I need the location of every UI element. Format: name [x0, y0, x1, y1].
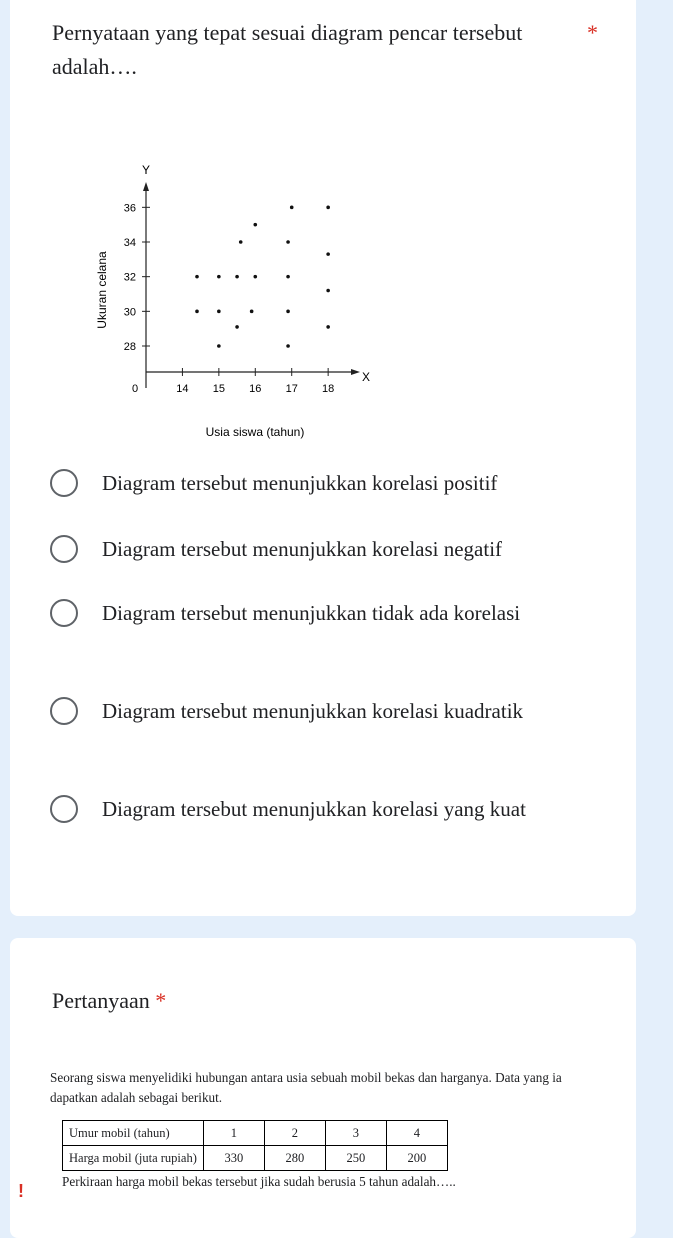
scatter-point: [253, 223, 257, 227]
y-axis-label: Ukuran celana: [95, 251, 109, 329]
data-table: [62, 1120, 448, 1171]
question-2-title-text: Pertanyaan: [52, 988, 150, 1013]
table-cell: 330: [203, 1146, 264, 1171]
scatter-point: [290, 206, 294, 210]
radio-button[interactable]: [50, 535, 78, 563]
scatter-point: [286, 344, 290, 348]
option-label: Diagram tersebut menunjukkan korelasi negatif: [102, 537, 503, 561]
radio-button[interactable]: [50, 795, 78, 823]
scatter-chart: [70, 160, 400, 460]
scatter-point: [250, 310, 254, 314]
y-tick-label: 34: [123, 237, 136, 249]
scatter-point: [195, 310, 199, 314]
scatter-point: [286, 240, 290, 244]
table-cell: 250: [325, 1146, 386, 1171]
y-tick-label: 30: [123, 306, 136, 319]
scatter-point: [286, 275, 290, 279]
x-tick-label: 14: [176, 383, 189, 395]
question-2-paragraph: Seorang siswa menyelidiki hubungan antara usia sebuah mobil bekas dan harganya. Data yang ia dapatkan adalah sebagai berikut.: [50, 1070, 562, 1105]
y-axis-letter: Y: [141, 163, 151, 177]
option-no-correlation[interactable]: [50, 596, 610, 630]
scatter-point: [326, 325, 330, 329]
x-tick-label: 18: [322, 383, 335, 395]
table-cell: 2: [264, 1121, 325, 1146]
scatter-point: [326, 289, 330, 293]
option-label: Diagram tersebut menunjukkan korelasi yang kuat: [102, 797, 526, 821]
scatter-point: [286, 310, 290, 314]
scatter-point: [195, 275, 199, 279]
table-row-label: Harga mobil (juta rupiah): [63, 1146, 204, 1171]
x-tick-label: 15: [212, 383, 225, 395]
radio-button[interactable]: [50, 469, 78, 497]
option-label: Diagram tersebut menunjukkan korelasi kuadratik: [102, 699, 524, 723]
y-tick-label: 36: [123, 202, 136, 215]
scatter-point: [235, 275, 239, 279]
table-row-label: Umur mobil (tahun): [63, 1121, 204, 1146]
option-negative-correlation[interactable]: [50, 532, 610, 566]
question-2-prompt: Perkiraan harga mobil bekas tersebut jika sudah berusia 5 tahun adalah…..: [62, 1174, 456, 1189]
scatter-point: [217, 310, 221, 314]
table-cell: 1: [203, 1121, 264, 1146]
y-axis-arrow: [143, 182, 149, 191]
table-cell: 4: [386, 1121, 447, 1146]
x-tick-label: 17: [285, 383, 298, 395]
x-tick-label: 16: [249, 383, 262, 395]
origin-label: 0: [131, 383, 139, 395]
table-cell: 280: [264, 1146, 325, 1171]
x-axis-arrow: [351, 369, 360, 375]
radio-button[interactable]: [50, 697, 78, 725]
table-cell: 3: [325, 1121, 386, 1146]
table-row: [63, 1121, 448, 1146]
required-asterisk: *: [587, 20, 598, 45]
option-strong-correlation[interactable]: [50, 792, 610, 826]
warning-icon: !: [18, 1181, 24, 1201]
question-card-2: [10, 938, 636, 1238]
y-tick-label: 32: [123, 271, 136, 284]
option-label: Diagram tersebut menunjukkan tidak ada korelasi: [102, 601, 521, 625]
table-row: [63, 1146, 448, 1171]
scatter-point: [235, 325, 239, 329]
x-axis-label: Usia siswa (tahun): [205, 425, 305, 439]
question-card-1: [10, 0, 636, 916]
option-positive-correlation[interactable]: [50, 466, 610, 500]
option-label: Diagram tersebut menunjukkan korelasi positif: [102, 471, 498, 495]
scatter-point: [326, 252, 330, 256]
chart-marks: [124, 202, 335, 395]
scatter-point: [239, 240, 243, 244]
option-quadratic-correlation[interactable]: [50, 694, 610, 728]
scatter-point: [217, 344, 221, 348]
scatter-point: [253, 275, 257, 279]
table-cell: 200: [386, 1146, 447, 1171]
scatter-point: [217, 275, 221, 279]
y-tick-label: 28: [123, 341, 136, 353]
radio-button[interactable]: [50, 599, 78, 627]
scatter-point: [326, 206, 330, 210]
required-asterisk: *: [155, 988, 167, 1013]
question-1-title: Pernyataan yang tepat sesuai diagram pencar tersebut adalah….: [52, 20, 523, 79]
x-axis-letter: X: [361, 370, 371, 384]
question-2-title: [52, 984, 572, 1018]
